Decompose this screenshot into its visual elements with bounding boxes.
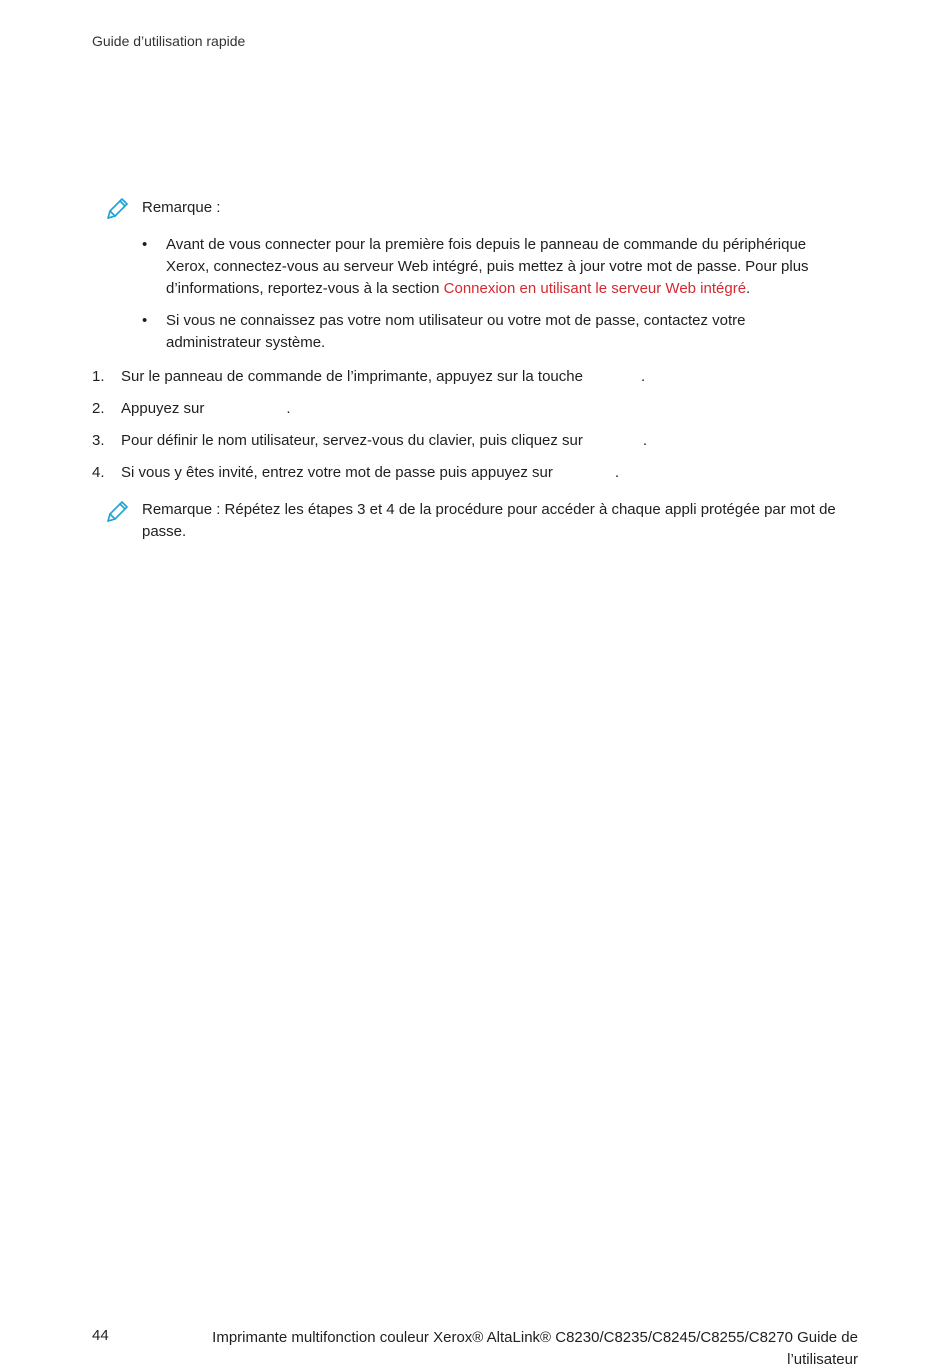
step-item xyxy=(92,366,872,398)
footer-title xyxy=(184,1327,858,1371)
note-text: Remarque : Répétez les étapes 3 et 4 de la procédure pour accéder à chaque appli protégée par mot de passe. xyxy=(142,501,836,540)
step-number: 2. xyxy=(92,400,105,417)
step-item xyxy=(92,398,872,430)
step-end: . xyxy=(640,368,646,385)
step-end: . xyxy=(642,432,648,449)
step-text: Sur le panneau de commande de l’imprimante, appuyez sur la touche xyxy=(121,368,583,385)
note-block xyxy=(104,196,864,224)
pencil-icon xyxy=(104,196,130,222)
footer-title-line: Imprimante multifonction couleur Xerox® AltaLink® C8230/C8235/C8245/C8255/C8270 Guide de xyxy=(212,1329,858,1346)
procedure-steps xyxy=(92,366,872,494)
step-text: Pour définir le nom utilisateur, servez-vous du clavier, puis cliquez sur xyxy=(121,432,583,449)
bullet-text-end: . xyxy=(746,280,751,297)
step-number: 4. xyxy=(92,464,105,481)
running-header: Guide d’utilisation rapide xyxy=(92,33,246,49)
footer-title-line: l’utilisateur xyxy=(787,1351,858,1368)
list-item xyxy=(142,310,842,354)
pencil-icon xyxy=(104,499,130,525)
step-number: 1. xyxy=(92,368,105,385)
bullet-text: Avant de vous connecter pour la première fois depuis le panneau de commande du périphérique Xerox, connectez-vous au serveur Web intégré, puis mettez à jour votre mot de passe. Pour plus d’informations, reportez-vous à la section xyxy=(166,236,809,297)
step-text: Si vous y êtes invité, entrez votre mot de passe puis appuyez sur xyxy=(121,464,553,481)
bullet-icon: • xyxy=(142,236,148,253)
bullet-icon: • xyxy=(142,312,148,329)
step-number: 3. xyxy=(92,432,105,449)
step-item xyxy=(92,430,872,462)
step-item xyxy=(92,462,872,494)
bullet-text: Si vous ne connaissez pas votre nom utilisateur ou votre mot de passe, contactez votre administrateur système. xyxy=(166,312,746,351)
list-item xyxy=(142,234,842,300)
step-end: . xyxy=(286,400,291,417)
note-block xyxy=(104,499,864,547)
page-number: 44 xyxy=(92,1327,109,1344)
step-end: . xyxy=(614,464,620,481)
web-server-login-link[interactable]: Connexion en utilisant le serveur Web intégré xyxy=(443,280,747,297)
note-bullet-list xyxy=(142,234,842,364)
step-text: Appuyez sur xyxy=(121,400,205,417)
note-label: Remarque : xyxy=(142,199,221,216)
